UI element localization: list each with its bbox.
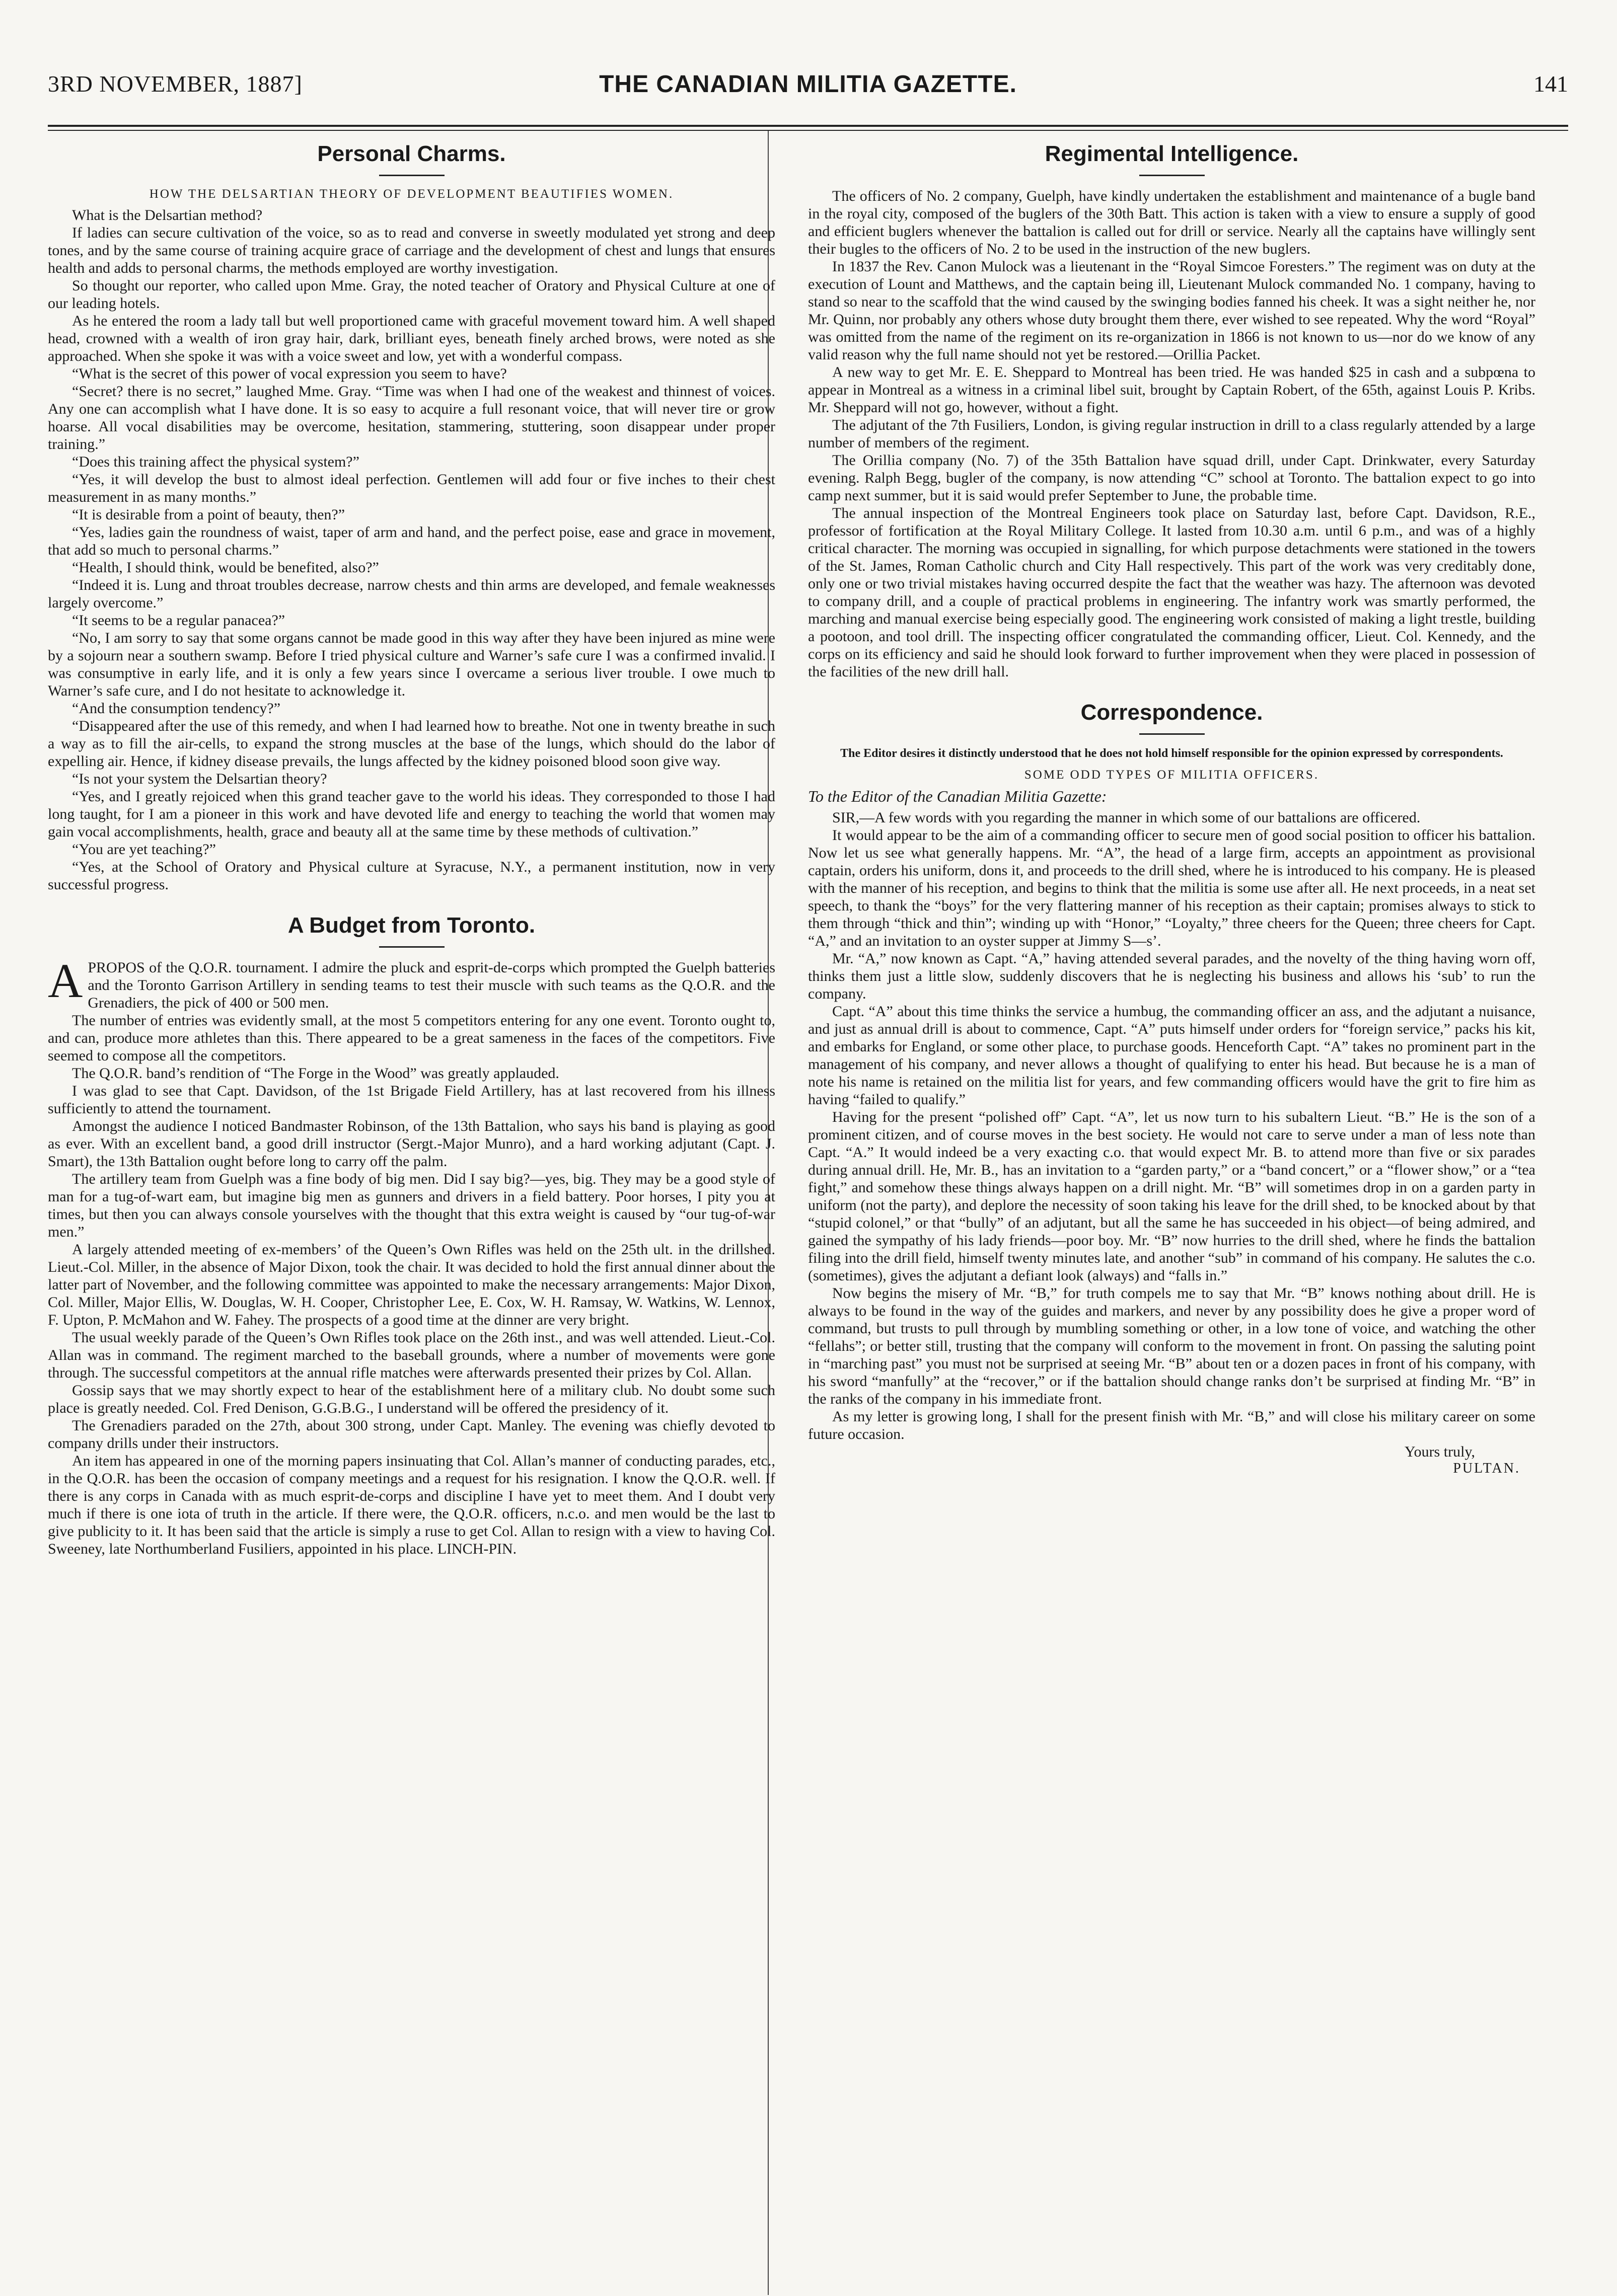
- article-subtitle: HOW THE DELSARTIAN THEORY OF DEVELOPMENT BEAUTIFIES WOMEN.: [149, 187, 674, 201]
- paragraph: “What is the secret of this power of vocal expression you seem to have?: [72, 365, 507, 382]
- issue-date: 3RD NOVEMBER, 1887]: [48, 71, 303, 97]
- paragraph: The artillery team from Guelph was a fine body of big men. Did I say big?—yes, big. They may be a good style of man for a tug-of-wart eam, but imagine big men as gunners and drivers in a field battery. Poor horses, I pity you at times, but then you can always console yourselves with the thought that this extra weight is caused by “our tug-of-war men.”: [48, 1170, 775, 1240]
- right-column: [808, 141, 1535, 1477]
- letter-subtitle: SOME ODD TYPES OF MILITIA OFFICERS.: [1024, 768, 1319, 782]
- paragraph: “Is not your system the Delsartian theory?: [72, 770, 327, 787]
- article-body: [48, 1012, 775, 1558]
- paragraph: What is the Delsartian method?: [72, 206, 263, 223]
- paragraph: The number of entries was evidently small, at the most 5 competitors entering for any one event. Toronto ought to, and can, produce more athletes than this. There appeared to be a great sameness in the faces of the competitors. Five seemed to compose all the competitors.: [48, 1012, 775, 1064]
- paragraph: The Orillia company (No. 7) of the 35th Battalion have squad drill, under Capt. Drinkwater, every Saturday evening. Ralph Begg, bugler of the company, is now attending “C” school at Toronto. The battalion expect to go into camp next summer, but it is said would prefer September to June, the probable time.: [808, 451, 1535, 504]
- personal-charms-article: [48, 141, 775, 893]
- paragraph: “Yes, at the School of Oratory and Physical culture at Syracuse, N.Y., a permanent institution, now in very successful progress.: [48, 858, 775, 893]
- paragraph: “No, I am sorry to say that some organs cannot be made good in this way after they have been injured as mine were by a sojourn near a southern swamp. Before I tried physical culture and Warner’s safe cure I was a confirmed invalid. I was consumptive in early life, and it is only a few years since I overcame a serious liver trouble. I owe much to Warner’s safe cure, and I do not hesitate to acknowledge it.: [48, 629, 775, 699]
- paragraph: So thought our reporter, who called upon Mme. Gray, the noted teacher of Oratory and Physical Culture at one of our leading hotels.: [48, 277, 775, 312]
- closing: Yours truly,: [1404, 1443, 1475, 1460]
- paragraph: The usual weekly parade of the Queen’s Own Rifles took place on the 26th inst., and was well attended. Lieut.-Col. Allan was in command. The regiment marched to the baseball grounds, where a number of movements were gone through. The successful competitors at the annual rifle matches were afterwards presented their prizes by Col. Allan.: [48, 1329, 775, 1381]
- page-number: 141: [1533, 71, 1568, 97]
- paragraph: “And the consumption tendency?”: [72, 700, 281, 717]
- paragraph: It would appear to be the aim of a commanding officer to secure men of good social position to officer his battalion. Now let us see what generally happens. Mr. “A”, the head of a large firm, accepts an appointment as provisional captain, orders his uniform, dons it, and proceeds to the drill shed, where he is introduced to his company. He is pleased with the manner of his reception, and begins to think that the militia is some use after all. He next proceeds, in a neat set speech, to thank the “boys” for the very flattering manner of his reception as their captain; promises always to stick to them through “thick and thin”; winding up with “Honor,” “Loyalty,” three cheers for the Queen; three cheers for Capt. “A,” and an invitation to an oyster supper at Jimmy S—s’.: [808, 826, 1535, 949]
- paragraph: Mr. “A,” now known as Capt. “A,” having attended several parades, and the novelty of the thing having worn off, thinks them just a little slow, suddenly discovers that he is neglecting his business and allows his ‘sub’ to run the company.: [808, 950, 1535, 1002]
- article-body: [808, 809, 1535, 1443]
- signature: PULTAN.: [1453, 1460, 1520, 1476]
- paragraph: In 1837 the Rev. Canon Mulock was a lieutenant in the “Royal Simcoe Foresters.” The regiment was on duty at the execution of Lount and Matthews, and the captain being ill, Lieutenant Mulock commanded No. 1 company, having to stand so near to the scaffold that the wind caused by the swinging bodies fanned his cheek. It was a sight neither he, nor Mr. Quinn, nor probably any others whose duty brought them there, ever wished to see repeated. Why the word “Royal” was omitted from the name of the regiment on its re-organization in 1866 is not known to us—nor do we know of any valid reason why the full name should not yet be restored.—Orillia Packet.: [808, 258, 1535, 363]
- paragraph: “Secret? there is no secret,” laughed Mme. Gray. “Time was when I had one of the weakest and thinnest of voices. Any one can accomplish what I have done. It is so easy to acquire a full resonant voice, that will never tire or grow hoarse. All vocal disabilities may be overcome, hesitation, stammering, stuttering, soon disappear under proper training.”: [48, 382, 775, 452]
- title-rule: [1139, 175, 1205, 176]
- salutation: To the Editor of the Canadian Militia Gazette:: [808, 787, 1107, 805]
- paragraph: Gossip says that we may shortly expect to hear of the establishment here of a military club. No doubt some such place is greatly needed. Col. Fred Denison, G.G.B.G., I understand will be offered the presidency of it.: [48, 1382, 775, 1416]
- paragraph: SIR,—A few words with you regarding the manner in which some of our battalions are officered.: [832, 809, 1421, 826]
- newspaper-title: THE CANADIAN MILITIA GAZETTE.: [599, 71, 1017, 98]
- left-column: [48, 141, 775, 1558]
- paragraph: “Yes, it will develop the bust to almost ideal perfection. Gentlemen will add four or five inches to their chest measurement in as many months.”: [48, 471, 775, 505]
- drop-cap: A: [48, 953, 83, 1008]
- paragraph: An item has appeared in one of the morning papers insinuating that Col. Allan’s manner of conducting parades, etc., in the Q.O.R. has been the occasion of company meetings and a request for his resignation. I know the Q.O.R. well. If there is any corps in Canada with as much esprit-de-corps and discipline I have yet to meet them. And I doubt very much if there is one iota of truth in the article. If there were, the Q.O.R. officers, n.c.o. and men would be the last to give publicity to it. It has been said that the article is simply a ruse to get Col. Allan to resign with a view to having Col. Sweeney, late Northumberland Fusiliers, appointed in his place. LINCH-PIN.: [48, 1452, 775, 1557]
- paragraph: “Yes, and I greatly rejoiced when this grand teacher gave to the world his ideas. They corresponded to those I had long taught, for I am a pioneer in this work and have devoted life and energy to teaching the world that women may gain vocal accomplishments, health, grace and beauty all at the same time by these methods of cultivation.”: [48, 788, 775, 840]
- paragraph: If ladies can secure cultivation of the voice, so as to read and converse in sweetly modulated yet strong and deep tones, and by the same course of training acquire grace of carriage and the development of chest and lungs that ensures health and adds to personal charms, the methods employed are worthy investigation.: [48, 224, 775, 276]
- paragraph: As he entered the room a lady tall but well proportioned came with graceful movement toward him. A well shaped head, crowned with a wealth of iron gray hair, dark, brilliant eyes, beneath finely arched brows, were noted as she approached. When she spoke it was with a voice sweet and low, yet with a wonderful compass.: [48, 312, 775, 364]
- paragraph: “It is desirable from a point of beauty, then?”: [72, 506, 345, 523]
- article-title: A Budget from Toronto.: [287, 912, 536, 938]
- title-rule: [379, 175, 445, 176]
- paragraph: Amongst the audience I noticed Bandmaster Robinson, of the 13th Battalion, who says his band is playing as good as ever. With an excellent band, a good drill instructor (Sergt.-Major Munro), and a hard working adjutant (Capt. J. Smart), the 13th Battalion ought before long to carry off the palm.: [48, 1117, 775, 1170]
- correspondence-article: [808, 700, 1535, 1477]
- paragraph: The Grenadiers paraded on the 27th, about 300 strong, under Capt. Manley. The evening was chiefly devoted to company drills under their instructors.: [48, 1417, 775, 1451]
- paragraph: I was glad to see that Capt. Davidson, of the 1st Brigade Field Artillery, has at last recovered from his illness sufficiently to attend the tournament.: [48, 1082, 775, 1117]
- paragraph: The Q.O.R. band’s rendition of “The Forge in the Wood” was greatly applauded.: [72, 1064, 559, 1082]
- paragraph: “It seems to be a regular panacea?”: [72, 611, 285, 629]
- title-rule: [1139, 733, 1205, 735]
- paragraph: As my letter is growing long, I shall for the present finish with Mr. “B,” and will close his military career on some future occasion.: [808, 1408, 1535, 1442]
- article-body: [48, 206, 775, 893]
- paragraph: A largely attended meeting of ex-members’ of the Queen’s Own Rifles was held on the 25th ult. in the drillshed. Lieut.-Col. Miller, in the absence of Major Dixon, took the chair. It was decided to hold the first annual dinner about the latter part of November, and the following committee was appointed to make the necessary arrangements: Major Dixon, Col. Miller, Major Ellis, W. Douglas, W. H. Cooper, Christopher Lee, E. Cox, W. H. Ramsay, W. Watkins, W. Lennox, F. Upton, P. McMahon and W. Fahey. The prospects of a good time at the dinner are very bright.: [48, 1241, 775, 1328]
- paragraph: The adjutant of the 7th Fusiliers, London, is giving regular instruction in drill to a class regularly attended by a large number of members of the regiment.: [808, 416, 1535, 451]
- paragraph: Capt. “A” about this time thinks the service a humbug, the commanding officer an ass, and the adjutant a nuisance, and just as annual drill is about to commence, Capt. “A” puts himself under orders for “foreign service,” packs his kit, and embarks for England, or some other place, to purchase goods. Henceforth Capt. “A” takes no prominent part in the management of his company, and never allows a thought of qualifying to enter his head. But because he is a man of note his name is retained on the militia list for years, and few commanding officers would have the grit to fire him as having “failed to qualify.”: [808, 1003, 1535, 1108]
- article-title: Personal Charms.: [317, 141, 506, 166]
- header-rule: [48, 125, 1568, 127]
- paragraph: “Disappeared after the use of this remedy, and when I had learned how to breathe. Not one in twenty breathe in such a way as to fill the air-cells, to expand the strong muscles at the base of the lungs, which should do the labor of expelling air. Hence, if kidney disease prevails, the lungs affected by the kidney poisoned blood soon give way.: [48, 717, 775, 770]
- paragraph: The officers of No. 2 company, Guelph, have kindly undertaken the establishment and maintenance of a bugle band in the royal city, composed of the buglers of the 30th Batt. This action is taken with a view to ensure a supply of good and efficient buglers whenever the battalion is called out for drill or service. Nearly all the captains have willingly sent their bugles to the officers of No. 2 to be used in the instruction of the new buglers.: [808, 187, 1535, 257]
- paragraph: A new way to get Mr. E. E. Sheppard to Montreal has been tried. He was handed $25 in cash and a subpœna to appear in Montreal as a witness in a criminal libel suit, brought by Captain Robert, of the 65th, against Louis P. Kribs. Mr. Sheppard will not go, however, without a fight.: [808, 363, 1535, 416]
- paragraph: “Yes, ladies gain the roundness of waist, taper of arm and hand, and the perfect poise, ease and grace in movement, that add so much to personal charms.”: [48, 523, 775, 558]
- paragraph: “You are yet teaching?”: [72, 840, 216, 858]
- paragraph: Having for the present “polished off” Capt. “A”, let us now turn to his subaltern Lieut. “B.” He is the son of a prominent citizen, and of course moves in the best society. He would not care to serve under a man of less note than Capt. “A.” It would indeed be a very exacting c.o. that would expect Mr. B. to attend more than five or six parades during annual drill. He, Mr. B., has an invitation to a “garden party,” or a “band concert,” or a “flower show,” or a “tea fight,” and somehow these things always happen on a drill night. Mr. “B” will sometimes drop in on a garden party in uniform (not the party), and deplore the necessity of soon taking his leave for the drill shed, to be knocked about by that “stupid colonel,” or that “bully” of an adjutant, but all the same he has succeeded in his object—of being admired, and gained the sympathy of his lady friends—poor boy. Mr. “B” now hurries to the drill shed, where he finds the battalion filing into the drill field, himself twenty minutes late, and another “sub” in command of his company. He salutes the c.o. (sometimes), gives the adjutant a defiant look (always) and “falls in.”: [808, 1108, 1535, 1284]
- first-paragraph: [48, 953, 775, 1012]
- article-body: [808, 187, 1535, 680]
- paragraph: The annual inspection of the Montreal Engineers took place on Saturday last, before Capt. Davidson, R.E., professor of fortification at the Royal Military College. It lasted from 10.30 a.m. until 6 p.m., and was of a highly critical character. The morning was occupied in signalling, for which purpose detachments were stationed in the towers of the St. James, Roman Catholic church and City Hall respectively. This part of the work was very creditably done, only one or two trivial mistakes having occurred despite the fact that the weather was hazy. The afternoon was devoted to company drill, and a couple of practical problems in engineering. The infantry work was smartly performed, the marching and manual exercise being especially good. The engineering work consisted of making a light trestle, building a pootoon, and tool drill. The inspecting officer congratulated the commanding officer, Lieut. Col. Kennedy, and the corps on its efficiency and said he should look forward to further improvement when they were placed in possession of the facilities of the new drill hall.: [808, 504, 1535, 680]
- paragraph-text: PROPOS of the Q.O.R. tournament. I admire the pluck and esprit-de-corps which prompted the Guelph batteries and the Toronto Garrison Artillery in sending teams to test their muscle with such teams as the Q.O.R. and the Grenadiers, the pick of 400 or 500 men.: [88, 959, 775, 1011]
- header-rule-thin: [48, 130, 1568, 131]
- budget-toronto-article: [48, 912, 775, 1558]
- paragraph: “Does this training affect the physical system?”: [72, 453, 359, 470]
- regimental-intelligence-article: [808, 141, 1535, 680]
- paragraph: Now begins the misery of Mr. “B,” for truth compels me to say that Mr. “B” knows nothing about drill. He is always to be found in the way of the guides and markers, and never by any possibility does he give a proper word of command, but trusts to pull through by mumbling something or other, in a low tone of voice, and watching the other “fellahs”; or better still, trusting that the company will conform to the movement in front. On passing the saluting point in “marching past” you must not be surprised at seeing Mr. “B” about ten or a dozen paces in front of his company, with his sword “manfully” at the “recover,” or if the battalion should change ranks don’t be surprised at finding Mr. “B” in the ranks of the company in his immediate front.: [808, 1284, 1535, 1407]
- title-rule: [379, 946, 445, 948]
- page-header: [48, 70, 1568, 106]
- paragraph: “Indeed it is. Lung and throat troubles decrease, narrow chests and thin arms are developed, and female weaknesses largely overcome.”: [48, 576, 775, 611]
- editor-disclaimer: The Editor desires it distinctly understood that he does not hold himself responsible for the opinion expressed by correspondents.: [840, 746, 1503, 760]
- article-title: Regimental Intelligence.: [1045, 141, 1299, 166]
- paragraph: “Health, I should think, would be benefited, also?”: [72, 559, 379, 576]
- article-title: Correspondence.: [1080, 700, 1263, 725]
